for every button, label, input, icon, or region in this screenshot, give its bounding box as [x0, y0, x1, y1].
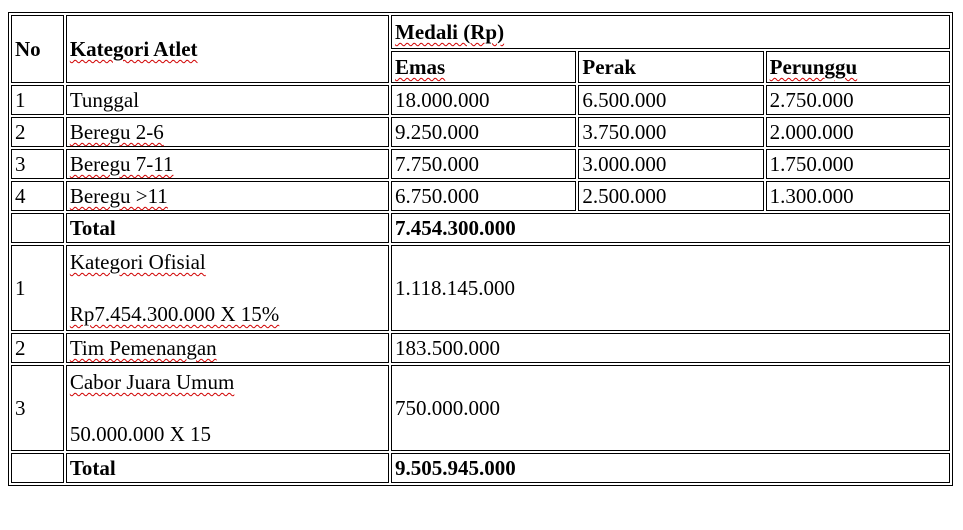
header-row-1 — [11, 15, 950, 49]
row-kategori: Tunggal — [66, 85, 389, 115]
table-row — [11, 149, 950, 179]
row-perunggu: 1.750.000 — [766, 149, 950, 179]
row-emas: 6.750.000 — [391, 181, 576, 211]
table-row — [11, 365, 950, 451]
row-no: 1 — [11, 245, 64, 331]
row-no — [11, 453, 64, 483]
row-kategori: Beregu >11 — [66, 181, 389, 211]
row-perak: 2.500.000 — [578, 181, 763, 211]
row-perak: 3.000.000 — [578, 149, 763, 179]
row-emas: 9.250.000 — [391, 117, 576, 147]
header-perunggu: Perunggu — [766, 51, 950, 83]
row-value: 183.500.000 — [391, 333, 950, 363]
table-row — [11, 117, 950, 147]
row-perunggu: 2.000.000 — [766, 117, 950, 147]
total-label: Total — [66, 453, 389, 483]
row-no: 2 — [11, 333, 64, 363]
table-row — [11, 85, 950, 115]
header-emas: Emas — [391, 51, 576, 83]
row-perak: 3.750.000 — [578, 117, 763, 147]
row-kategori-line2: Rp7.454.300.000 X 15% — [69, 302, 280, 326]
row-kategori: Beregu 7-11 — [66, 149, 389, 179]
table-row — [11, 245, 950, 331]
total-value: 7.454.300.000 — [391, 213, 950, 243]
row-emas: 7.750.000 — [391, 149, 576, 179]
row-kategori — [66, 245, 389, 331]
row-kategori-line1: Cabor Juara Umum — [69, 370, 235, 394]
row-kategori: Tim Pemenangan — [66, 333, 389, 363]
header-perak: Perak — [578, 51, 763, 83]
row-no: 2 — [11, 117, 64, 147]
total-row — [11, 213, 950, 243]
table-row — [11, 181, 950, 211]
row-value: 750.000.000 — [391, 365, 950, 451]
row-kategori-spacer — [70, 394, 385, 422]
row-kategori-spacer — [70, 274, 385, 302]
row-perak: 6.500.000 — [578, 85, 763, 115]
header-medali: Medali (Rp) — [391, 15, 950, 49]
row-no — [11, 213, 64, 243]
header-kategori: Kategori Atlet — [66, 15, 389, 83]
row-no: 3 — [11, 149, 64, 179]
total-row — [11, 453, 950, 483]
row-kategori-line1: Kategori Ofisial — [69, 250, 206, 274]
row-kategori-line2: 50.000.000 X 15 — [69, 422, 212, 446]
total-label: Total — [66, 213, 389, 243]
row-no: 3 — [11, 365, 64, 451]
row-no: 4 — [11, 181, 64, 211]
row-no: 1 — [11, 85, 64, 115]
total-value: 9.505.945.000 — [391, 453, 950, 483]
row-perunggu: 1.300.000 — [766, 181, 950, 211]
row-emas: 18.000.000 — [391, 85, 576, 115]
row-value: 1.118.145.000 — [391, 245, 950, 331]
table-row — [11, 333, 950, 363]
row-kategori — [66, 365, 389, 451]
header-no: No — [11, 15, 64, 83]
row-kategori: Beregu 2-6 — [66, 117, 389, 147]
row-perunggu: 2.750.000 — [766, 85, 950, 115]
medal-bonus-table — [8, 12, 953, 486]
